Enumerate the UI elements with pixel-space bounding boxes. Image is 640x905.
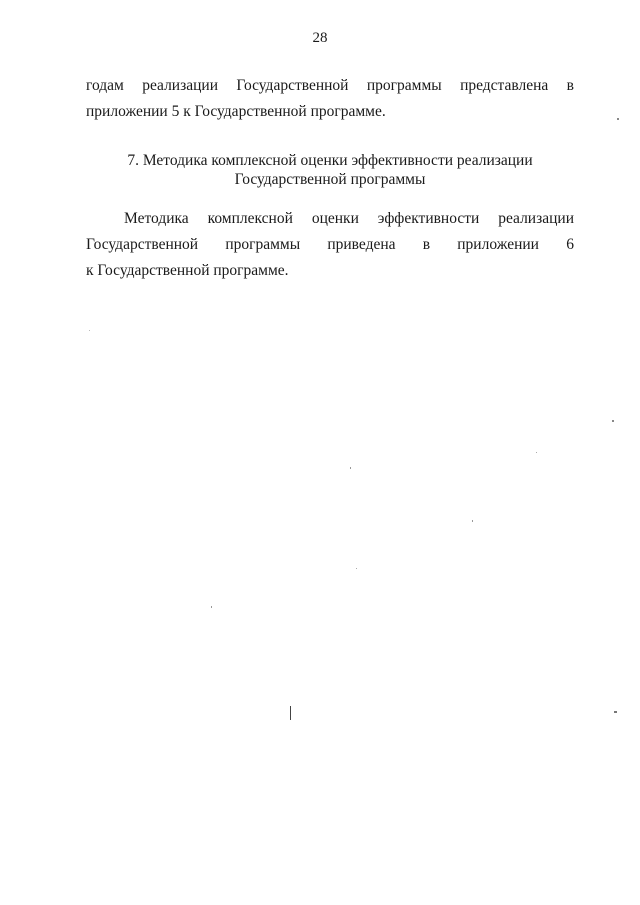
scan-speck (472, 520, 473, 522)
body-line-1 (86, 206, 574, 232)
section-heading-line-1: 7. Методика комплексной оценки эффективности реализации (127, 152, 533, 169)
word: в (566, 77, 574, 94)
body-line-3: к Государственной программе. (86, 262, 289, 279)
word: программы (225, 236, 301, 253)
word: приведена (327, 236, 396, 253)
intro-line-1 (86, 73, 574, 99)
page-number: 28 (312, 30, 328, 46)
word: оценки (311, 210, 359, 227)
scan-speck (350, 467, 351, 469)
scan-speck (612, 420, 614, 422)
word: реализации (498, 210, 574, 227)
word: программы (366, 77, 442, 94)
section-body (86, 206, 574, 284)
scan-speck (89, 330, 90, 331)
body-line-2 (86, 232, 574, 258)
scan-speck (614, 711, 617, 713)
scan-speck (356, 568, 357, 569)
word: Государственной (86, 236, 199, 253)
word: приложении (457, 236, 539, 253)
scan-line-artifact (290, 706, 291, 720)
word: в (422, 236, 431, 253)
scan-speck (617, 118, 619, 120)
word: представлена (460, 77, 549, 94)
word: комплексной (207, 210, 293, 227)
word: 6 (566, 236, 574, 253)
scan-speck (211, 606, 212, 608)
intro-line-2: приложении 5 к Государственной программе. (86, 103, 386, 120)
scan-speck (536, 452, 537, 453)
word: реализации (142, 77, 218, 94)
section-heading (86, 151, 574, 189)
section-heading-line-2: Государственной программы (234, 171, 426, 188)
word: эффективности (377, 210, 480, 227)
word: Государственной (236, 77, 349, 94)
intro-paragraph (86, 73, 574, 125)
word: Методика (124, 210, 189, 227)
word: годам (86, 77, 124, 94)
